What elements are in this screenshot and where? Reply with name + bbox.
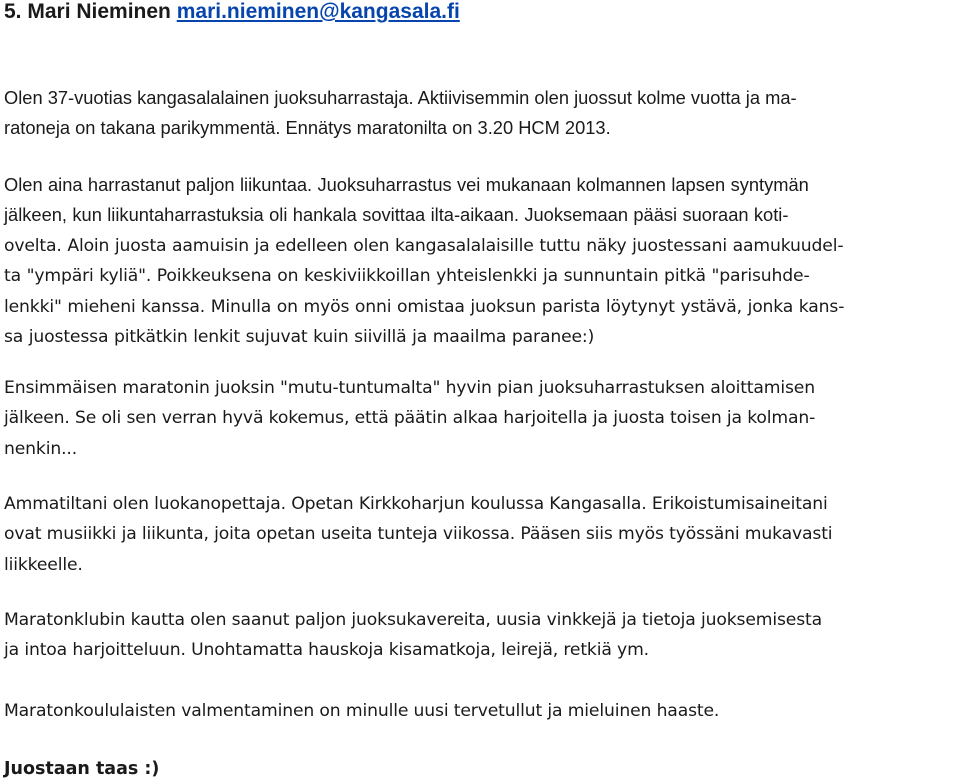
email-link[interactable]: mari.nieminen@kangasala.fi [176,0,460,23]
text-line: lenkki" mieheni kanssa. Minulla on myös onni omistaa juoksun parista löytynyt ystävä, jonka kans- [4,296,845,317]
text-line: jälkeen. Se oli sen verran hyvä kokemus, että päätin alkaa harjoitella ja juosta toisen ja kolman- [4,408,816,429]
paragraph-background [4,170,956,352]
profile-heading [4,0,460,26]
text-line: Ammatiltani olen luokanopettaja. Opetan Kirkkoharjun koulussa Kangasalla. Erikoistumisaineitani [4,494,828,514]
text-line: ja intoa harjoitteluun. Unohtamatta hauskoja kisamatkoja, leirejä, retkiä ym. [4,640,649,661]
text-line: nenkin... [4,438,78,459]
text-line: Ensimmäisen maratonin juoksin "mutu-tuntumalta" hyvin pian juoksuharrastuksen aloittamisen [4,378,815,398]
heading-name: 5. Mari Nieminen [4,0,177,23]
text-line: liikkeelle. [4,554,83,575]
text-line: Olen aina harrastanut paljon liikuntaa. Juoksuharrastus vei mukanaan kolmannen lapsen syntymän [4,174,809,195]
paragraph-first-marathon [4,373,956,464]
text-line: Olen 37-vuotias kangasalalainen juoksuharrastaja. Aktiivisemmin olen juossut kolme vuotta ja ma- [4,87,797,108]
paragraph-coaching [4,696,956,726]
closing-line: Juostaan taas :) [4,759,160,779]
text-line: ratoneja on takana parikymmentä. Ennätys maratonilta on 3.20 HCM 2013. [4,117,611,139]
text-line: jälkeen, kun liikuntaharrastuksia oli hankala sovittaa ilta-aikaan. Juoksemaan pääsi suoraan koti- [4,204,789,226]
text-line: Maratonklubin kautta olen saanut paljon juoksukavereita, uusia vinkkejä ja tietoja juoksemisesta [4,610,822,630]
text-line: sa juostessa pitkätkin lenkit sujuvat kuin siivillä ja maailma paranee:) [4,327,595,348]
text-line: ovat musiikki ja liikunta, joita opetan useita tunteja viikossa. Pääsen siis myös työssäni mukavasti [4,524,833,545]
paragraph-club [4,605,956,666]
paragraph-intro [4,83,956,144]
text-line: ovelta. Aloin juosta aamuisin ja edelleen olen kangasalalaisille tuttu näky juostessani aamukuudel- [4,235,844,256]
paragraph-profession [4,489,956,580]
text-line: Maratonkoululaisten valmentaminen on minulle uusi tervetullut ja mieluinen haaste. [4,701,720,721]
text-line: ta "ympäri kyliä". Poikkeuksena on keskiviikkoillan yhteislenkki ja sunnuntain pitkä "parisuhde- [4,266,810,287]
